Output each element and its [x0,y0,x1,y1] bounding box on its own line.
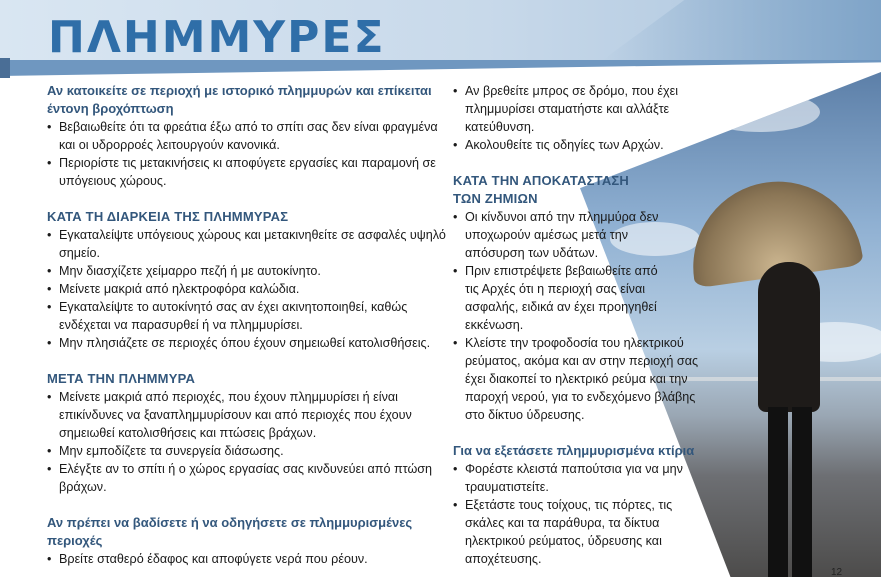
section-during-flood [47,208,447,352]
continued-bullet-list [453,82,713,154]
list-item: • Μείνετε μακριά από ηλεκτροφόρα καλώδια. [47,280,447,298]
section-heading: ΜΕΤΑ ΤΗΝ ΠΛΗΜΜΥΡΑ [47,371,196,386]
section-heading: ΚΑΤΑ ΤΗΝ ΑΠΟΚΑΤΑΣΤΑΣΗ ΤΩΝ ΖΗΜΙΩΝ [453,173,630,206]
list-item: • Κλείστε την τροφοδοσία του ηλεκτρικού ρεύματος, ακόμα και αν στην περιοχή σας έχει διακοπεί το ηλεκτρικό ρεύμα και την παροχή νερού, για το ενδεχόμενο βλάβης στο δίκτυο ύδρευσης. [453,334,703,424]
list-item: • Πριν επιστρέψετε βεβαιωθείτε από τις Αρχές ότι η περιοχή σας είναι ασφαλής, ειδικά αν έχει προηγηθεί εκκένωση. [453,262,663,334]
section-heading: ΚΑΤΑ ΤΗ ΔΙΑΡΚΕΙΑ ΤΗΣ ΠΛΗΜΜΥΡΑΣ [47,209,289,224]
list-item: • Εξετάστε τους τοίχους, τις πόρτες, τις σκάλες και τα παράθυρα, τα δίκτυα ηλεκτρικού ρεύματος, ύδρευσης και αποχέτευσης. [453,496,713,568]
list-item: • Βρείτε σταθερό έδαφος και αποφύγετε νερά που ρέουν. [47,550,447,568]
list-item: • Μείνετε μακριά από περιοχές, που έχουν πλημμυρίσει ή είναι επικίνδυνες να ξαναπλημμυρίσουν και από περιοχές που έχουν σημειωθεί κατολισθήσεις και πτώσεις βράχων. [47,388,447,442]
list-item: • Μην εμποδίζετε τα συνεργεία διάσωσης. [47,442,447,460]
section-after-flood [47,370,447,496]
section-heading: Αν κατοικείτε σε περιοχή με ιστορικό πλημμυρών και επίκειται έντονη βροχόπτωση [47,83,432,116]
section-history [47,82,447,190]
bullet-list [47,226,447,352]
bullet-list [453,208,699,424]
header-left-mark [0,58,10,78]
left-column [47,82,447,568]
section-restoration [453,172,713,424]
list-item: • Αν βρεθείτε μπρος σε δρόμο, που έχει πλημμυρίσει σταματήστε και αλλάξτε κατεύθυνση. [453,82,713,136]
list-item: • Μην πλησιάζετε σε περιοχές όπου έχουν σημειωθεί κατολισθήσεις. [47,334,447,352]
section-walk-drive [47,514,447,568]
bullet-list [47,550,447,568]
list-item: • Φορέστε κλειστά παπούτσια για να μην τραυματιστείτε. [453,460,713,496]
bullet-list [47,118,447,190]
page-number: 12 [831,567,843,577]
bullet-list [453,460,713,568]
list-item: • Μην διασχίζετε χείμαρρο πεζή ή με αυτοκίνητο. [47,262,447,280]
person-silhouette [758,262,820,412]
list-item: • Εγκαταλείψτε υπόγειους χώρους και μετακινηθείτε σε ασφαλές υψηλό σημείο. [47,226,447,262]
list-item: • Ακολουθείτε τις οδηγίες των Αρχών. [453,136,713,154]
person-legs [768,407,812,577]
list-item: • Εγκαταλείψτε το αυτοκίνητό σας αν έχει ακινητοποιηθεί, καθώς ενδέχεται να παρασυρθεί ή να πλημμυρίσει. [47,298,447,334]
section-heading: Για να εξετάσετε πλημμυρισμένα κτίρια [453,443,695,458]
section-heading: Αν πρέπει να βαδίσετε ή να οδηγήσετε σε πλημμυρισμένες περιοχές [47,515,413,548]
page-title: ΠΛΗΜΜΥΡΕΣ [48,12,386,63]
section-buildings [453,442,713,568]
right-column [453,82,713,568]
list-item: • Βεβαιωθείτε ότι τα φρεάτια έξω από το σπίτι σας δεν είναι φραγμένα και οι υδρορροές λειτουργούν κανονικά. [47,118,447,154]
list-item: • Περιορίστε τις μετακινήσεις κι αποφύγετε εργασίες και παραμονή σε υπόγειους χώρους. [47,154,447,190]
list-item: • Οι κίνδυνοι από την πλημμύρα δεν υποχωρούν αμέσως μετά την απόσυρση των υδάτων. [453,208,663,262]
bullet-list [47,388,447,496]
list-item: • Ελέγξτε αν το σπίτι ή ο χώρος εργασίας σας κινδυνεύει από πτώση βράχων. [47,460,447,496]
